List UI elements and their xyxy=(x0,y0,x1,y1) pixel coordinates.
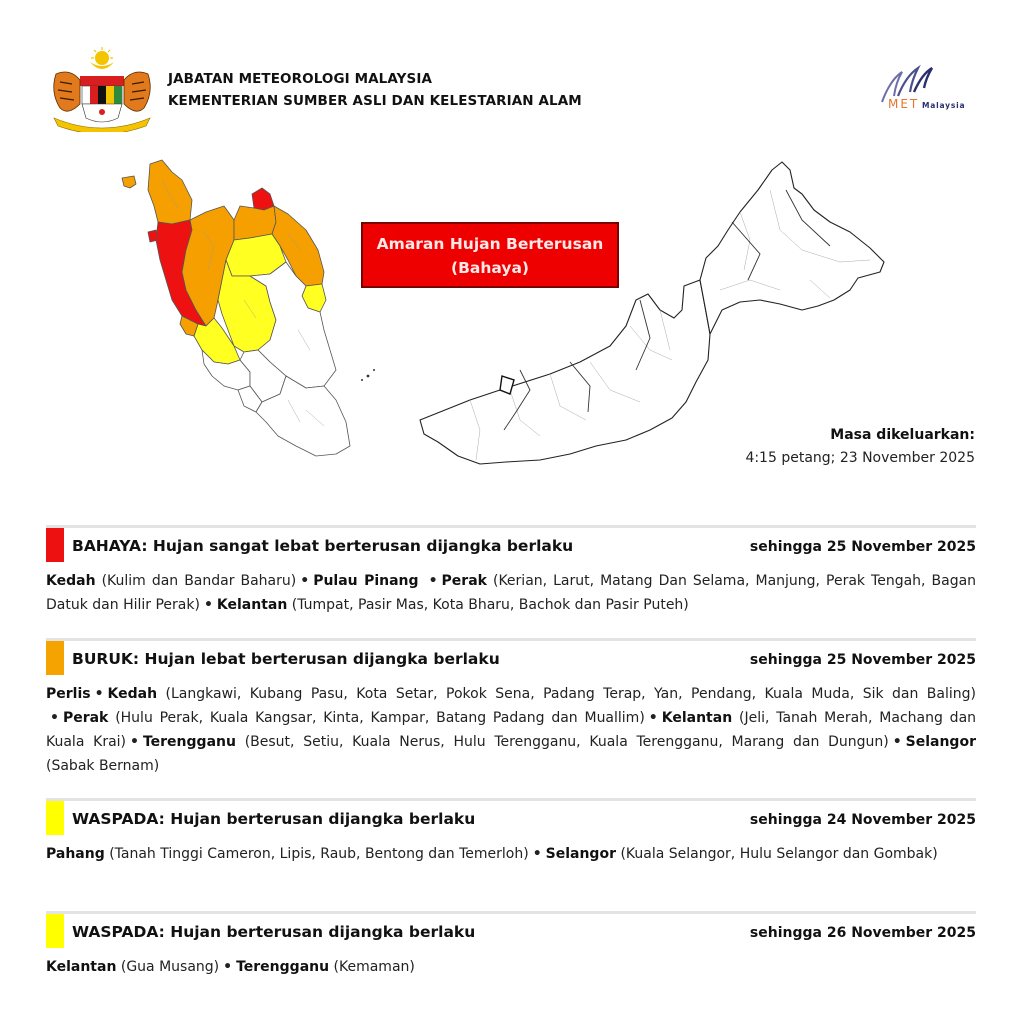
divider xyxy=(46,525,976,528)
warning-section-bahaya xyxy=(46,525,976,625)
issued-label: Masa dikeluarkan: xyxy=(830,427,975,443)
level-color-swatch xyxy=(46,801,64,835)
affected-areas: Perlis • Kedah (Langkawi, Kubang Pasu, Kota Setar, Pokok Sena, Padang Terap, Yan, Pendang, Kuala Muda, Sik dan Baling) • Perak (Hulu Perak, Kuala Kangsar, Kinta, Kampar, Batang Padang dan Muallim) • Kelantan (Jeli, Tanah Merah, Machang dan Kuala Krai) • Terengganu (Besut, Setiu, Kuala Nerus, Hulu Terengganu, Kuala Terengganu, Marang dan Dungun) • Selangor (Sabak Bernam) xyxy=(46,686,977,774)
level-color-swatch xyxy=(46,914,64,948)
peninsular-malaysia-map xyxy=(110,150,390,470)
section-until-date: sehingga 26 November 2025 xyxy=(749,925,976,941)
divider xyxy=(46,638,976,641)
affected-areas: Pahang (Tanah Tinggi Cameron, Lipis, Raub, Bentong dan Temerloh) • Selangor (Kuala Selangor, Hulu Selangor dan Gombak) xyxy=(46,846,938,862)
svg-text:Malaysia: Malaysia xyxy=(922,101,966,110)
issued-value: 4:15 petang; 23 November 2025 xyxy=(745,450,975,466)
section-until-date: sehingga 24 November 2025 xyxy=(749,812,976,828)
warning-level-badge: Amaran Hujan Berterusan (Bahaya) xyxy=(361,222,619,288)
met-malaysia-logo xyxy=(872,62,976,112)
warning-section-waspada-1 xyxy=(46,798,976,898)
svg-text:MET: MET xyxy=(888,97,920,111)
section-title: WASPADA: Hujan berterusan dijangka berlaku xyxy=(72,923,476,941)
ministry-name: KEMENTERIAN SUMBER ASLI DAN KELESTARIAN ALAM xyxy=(168,93,582,109)
warning-section-buruk xyxy=(46,638,976,788)
issued-time xyxy=(745,424,975,470)
section-title: BAHAYA: Hujan sangat lebat berterusan dijangka berlaku xyxy=(72,537,574,555)
coat-of-arms-icon xyxy=(46,46,158,132)
agency-name: JABATAN METEOROLOGI MALAYSIA xyxy=(168,71,433,87)
section-until-date: sehingga 25 November 2025 xyxy=(749,539,976,555)
divider xyxy=(46,798,976,801)
divider xyxy=(46,911,976,914)
section-title: BURUK: Hujan lebat berterusan dijangka berlaku xyxy=(72,650,500,668)
affected-areas: Kedah (Kulim dan Bandar Baharu) • Pulau Pinang • Perak (Kerian, Larut, Matang Dan Selama, Manjung, Perak Tengah, Bagan Datuk dan Hilir Perak) • Kelantan (Tumpat, Pasir Mas, Kota Bharu, Bachok dan Pasir Puteh) xyxy=(46,573,977,613)
section-title: WASPADA: Hujan berterusan dijangka berlaku xyxy=(72,810,476,828)
affected-areas: Kelantan (Gua Musang) • Terengganu (Kemaman) xyxy=(46,959,415,975)
warning-section-waspada-2 xyxy=(46,911,976,991)
header xyxy=(46,46,976,136)
level-color-swatch xyxy=(46,641,64,675)
section-until-date: sehingga 25 November 2025 xyxy=(749,652,976,668)
level-color-swatch xyxy=(46,528,64,562)
